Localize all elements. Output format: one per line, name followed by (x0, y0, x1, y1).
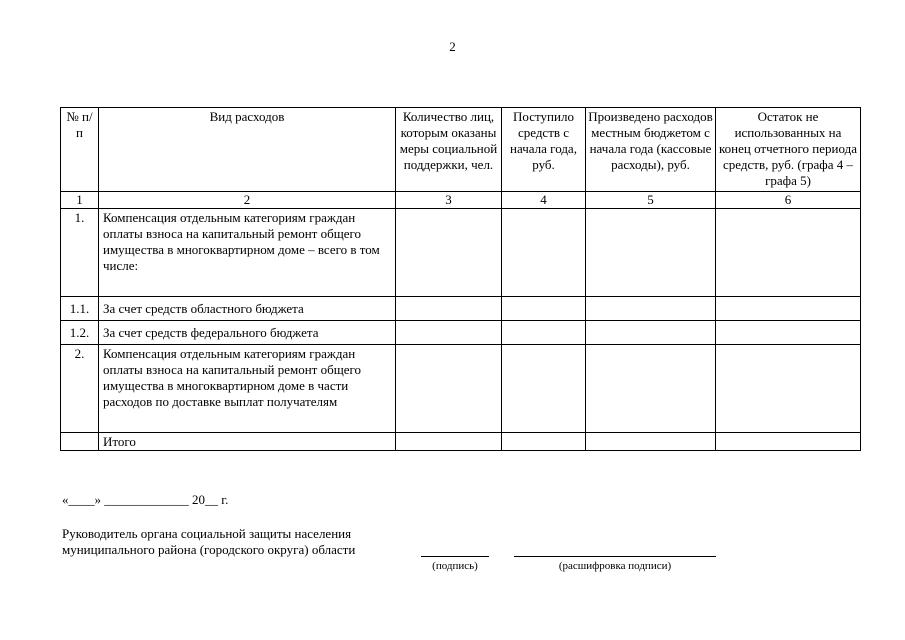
row-description: Итого (99, 433, 396, 451)
cell-remaining-balance (716, 433, 861, 451)
row-number: 1.2. (61, 321, 99, 345)
date-line: «____» _____________ 20__ г. (62, 492, 229, 507)
row-number: 2. (61, 345, 99, 433)
column-number: 2 (99, 192, 396, 209)
cell-recipients-count (396, 321, 502, 345)
cell-funds-received (502, 345, 586, 433)
header-number: № п/п (61, 108, 99, 192)
cell-expenses-made (586, 209, 716, 297)
signature-line (421, 556, 489, 557)
header-expenses-made: Произведено расходов местным бюджетом с начала года (кассовые расходы), руб. (586, 108, 716, 192)
signer-block (62, 526, 355, 558)
row-description: За счет средств областного бюджета (99, 297, 396, 321)
cell-funds-received (502, 321, 586, 345)
table-header-row (61, 108, 861, 192)
page-number: 2 (449, 39, 456, 54)
header-funds-received: Поступило средств с начала года, руб. (502, 108, 586, 192)
cell-remaining-balance (716, 345, 861, 433)
column-number: 1 (61, 192, 99, 209)
decryption-line (514, 556, 716, 557)
cell-remaining-balance (716, 321, 861, 345)
table-row (61, 209, 861, 297)
row-description: За счет средств федерального бюджета (99, 321, 396, 345)
header-remaining-balance: Остаток не использованных на конец отчетного периода средств, руб. (графа 4 – графа 5) (716, 108, 861, 192)
column-number: 4 (502, 192, 586, 209)
table-row (61, 297, 861, 321)
cell-recipients-count (396, 209, 502, 297)
cell-remaining-balance (716, 297, 861, 321)
header-expense-type: Вид расходов (99, 108, 396, 192)
signer-title-line1: Руководитель органа социальной защиты населения (62, 526, 352, 541)
signature-caption: (подпись) (432, 560, 478, 572)
signer-title-line2: муниципального района (городского округа) области (62, 542, 356, 557)
cell-funds-received (502, 433, 586, 451)
cell-expenses-made (586, 297, 716, 321)
cell-recipients-count (396, 433, 502, 451)
row-number (61, 433, 99, 451)
expenses-report-table (60, 107, 861, 451)
cell-expenses-made (586, 433, 716, 451)
cell-expenses-made (586, 321, 716, 345)
cell-remaining-balance (716, 209, 861, 297)
column-number-row (61, 192, 861, 209)
table-row (61, 345, 861, 433)
row-description: Компенсация отдельным категориям граждан оплаты взноса на капитальный ремонт общего имущества в многоквартирном доме в части расходов по доставке выплат получателям (99, 345, 396, 433)
column-number: 3 (396, 192, 502, 209)
row-number: 1. (61, 209, 99, 297)
column-number: 5 (586, 192, 716, 209)
cell-expenses-made (586, 345, 716, 433)
total-row (61, 433, 861, 451)
cell-funds-received (502, 209, 586, 297)
decryption-caption: (расшифровка подписи) (558, 560, 672, 572)
cell-recipients-count (396, 345, 502, 433)
column-number: 6 (716, 192, 861, 209)
cell-recipients-count (396, 297, 502, 321)
table-row (61, 321, 861, 345)
header-recipients-count: Количество лиц, которым оказаны меры социальной поддержки, чел. (396, 108, 502, 192)
row-number: 1.1. (61, 297, 99, 321)
row-description: Компенсация отдельным категориям граждан оплаты взноса на капитальный ремонт общего имущества в многоквартирном доме – всего в том числе: (99, 209, 396, 297)
cell-funds-received (502, 297, 586, 321)
